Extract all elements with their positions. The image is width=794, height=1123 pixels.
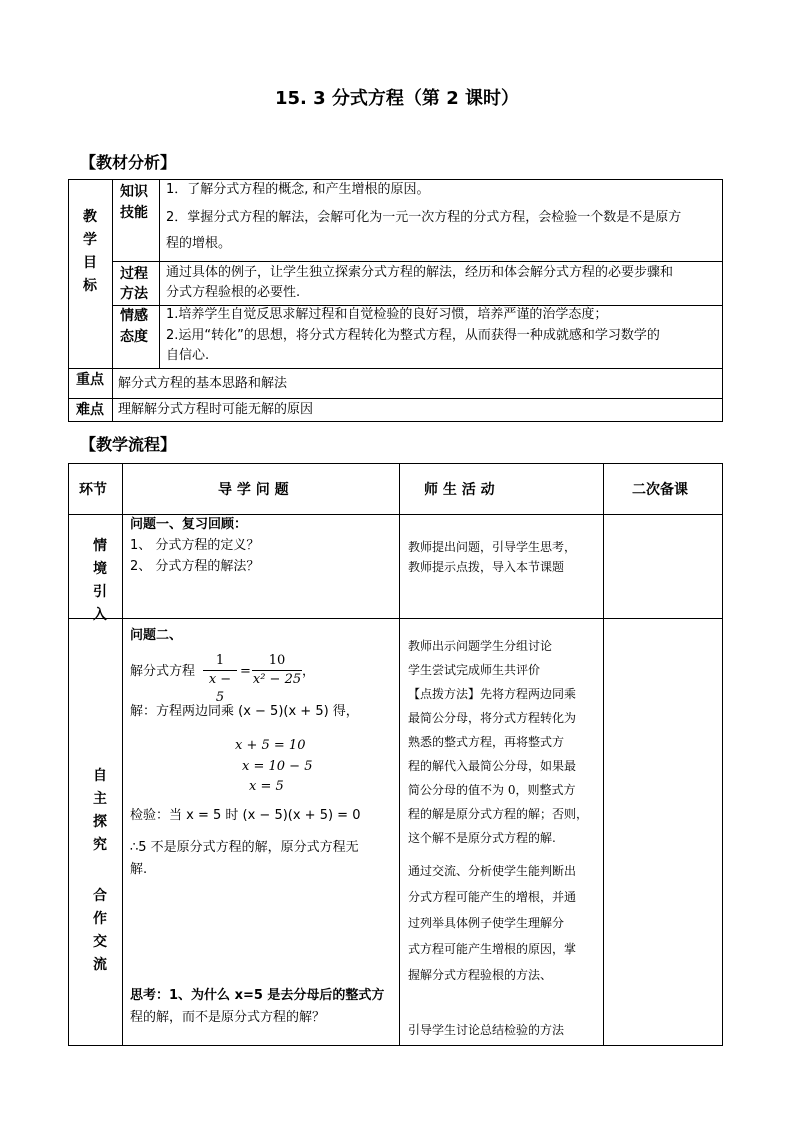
activity-line: 【点拨方法】先将方程两边同乘 [408, 687, 577, 701]
solve-prefix: 解分式方程 [130, 664, 196, 679]
stage-explore [86, 765, 114, 857]
emotion-text-1: 1.培养学生自觉反思求解过程和自觉检验的良好习惯，培养严谨的治学态度； [166, 307, 608, 322]
emotion-text-2: 2.运用“转化”的思想，将分式方程转化为整式方程，从而获得一种成就感和学习数学的 [166, 328, 660, 343]
activity1-line-1: 教师提出问题，引导学生思考， [408, 540, 577, 554]
activity-line: 简公分母的值不为 0，则整式方 [408, 783, 576, 797]
activity-line: 通过交流、分析使学生能判断出 [408, 864, 577, 878]
activity-line: 教师出示问题学生分组讨论 [408, 639, 553, 653]
process-text-1: 通过具体的例子，让学生独立探索分式方程的解法，经历和体会解分式方程的必要步骤和 [166, 265, 674, 280]
goal-label-char: 教 [83, 209, 97, 225]
activity-line: 熟悉的整式方程，再将整式方 [408, 735, 565, 749]
equals-sign: = [240, 664, 251, 679]
fraction-left [203, 652, 237, 707]
fraction-right-numerator: 10 [268, 653, 286, 668]
goal-label-char: 标 [83, 278, 97, 294]
goal-label-char: 学 [83, 232, 97, 248]
goal-label [78, 206, 102, 298]
stage-char: 探 [93, 814, 107, 830]
stage-char: 引 [93, 584, 107, 600]
activity-line: 程的解是原分式方程的解；否则， [408, 807, 589, 821]
key-label: 重点 [76, 372, 104, 388]
fraction-left-numerator: 1 [215, 653, 225, 668]
fraction-right [252, 652, 302, 689]
question1-item-2: 2、 分式方程的解法？ [130, 559, 260, 574]
solve-step1: 解：方程两边同乘 (x − 5)(x + 5) 得， [130, 704, 359, 719]
activity-line: 过列举具体例子使学生理解分 [408, 916, 565, 930]
conclusion-1: ∴5 不是原分式方程的解，原分式方程无 [130, 840, 359, 855]
knowledge-text-1: 1．了解分式方程的概念, 和产生增根的原因。 [166, 182, 430, 197]
key-text: 解分式方程的基本思路和解法 [118, 376, 288, 391]
activity2-block-2 [408, 858, 576, 988]
section-heading-analysis: 【教材分析】 [80, 153, 177, 172]
fraction-right-denominator: x² − 25 [252, 672, 302, 687]
question1-title: 问题一、复习回顾： [130, 517, 248, 532]
header-second-prep: 二次备课 [632, 482, 688, 498]
activity-line: 这个解不是原分式方程的解. [408, 831, 556, 845]
process-label-2: 方法 [120, 286, 148, 302]
activity1-line-2: 教师提示点拨，导入本节课题 [408, 560, 565, 574]
activity2-block-3: 引导学生讨论总结检验的方法 [408, 1023, 565, 1037]
comma: ， [302, 664, 316, 679]
difficulty-text: 理解解分式方程时可能无解的原因 [118, 402, 314, 417]
page-title: 15. 3 分式方程（第 2 课时） [274, 88, 519, 109]
knowledge-text-2: 2．掌握分式方程的解法，会解可化为一元一次方程的分式方程，会检验一个数是不是原方 [166, 210, 682, 225]
equation-1: x + 5 = 10 [235, 738, 306, 753]
emotion-label-1: 情感 [120, 308, 148, 324]
activity-line: 分式方程可能产生的增根，并通 [408, 890, 577, 904]
equation-3: x = 5 [249, 779, 284, 794]
stage-char: 境 [93, 561, 107, 577]
stage-char: 主 [93, 791, 107, 807]
difficulty-label: 难点 [76, 402, 104, 418]
activity-line: 程的解代入最简公分母，如果最 [408, 759, 577, 773]
question2-title: 问题二、 [130, 628, 183, 643]
stage-cooperate [86, 885, 114, 977]
think-1: 思考：1、为什么 x=5 是去分母后的整式方 [130, 988, 385, 1003]
stage-char: 流 [93, 957, 107, 973]
knowledge-text-3: 程的增根。 [166, 236, 232, 251]
goal-label-char: 目 [83, 255, 97, 271]
conclusion-2: 解. [130, 862, 148, 877]
section-heading-flow: 【教学流程】 [80, 435, 177, 454]
question1-item-1: 1、 分式方程的定义？ [130, 538, 260, 553]
stage-char: 情 [93, 538, 107, 554]
stage-intro [86, 535, 114, 627]
think-2: 程的解，而不是原分式方程的解？ [130, 1010, 326, 1025]
knowledge-label-1: 知识 [120, 184, 148, 200]
stage-char: 究 [93, 837, 107, 853]
equation-2: x = 10 − 5 [242, 759, 313, 774]
activity-line: 握解分式方程验根的方法、 [408, 968, 553, 982]
activity-line: 学生尝试完成师生共评价 [408, 663, 541, 677]
stage-char: 自 [93, 768, 107, 784]
emotion-text-3: 自信心. [166, 348, 210, 363]
stage-char: 合 [93, 888, 107, 904]
process-label-1: 过程 [120, 266, 148, 282]
header-activity: 师 生 活 动 [424, 482, 495, 498]
emotion-label-2: 态度 [120, 329, 148, 345]
activity-line: 最简公分母，将分式方程转化为 [408, 711, 577, 725]
header-stage: 环节 [79, 482, 107, 498]
stage-char: 入 [93, 607, 107, 623]
stage-char: 交 [93, 934, 107, 950]
header-question: 导 学 问 题 [218, 482, 289, 498]
knowledge-label-2: 技能 [120, 205, 148, 221]
activity-line: 式方程可能产生增根的原因，掌 [408, 942, 577, 956]
fraction-left-denominator: x − 5 [208, 672, 232, 705]
stage-char: 作 [93, 911, 107, 927]
process-text-2: 分式方程验根的必要性. [166, 285, 301, 300]
activity2-block-1 [408, 634, 588, 850]
check-line: 检验：当 x = 5 时 (x − 5)(x + 5) = 0 [130, 808, 361, 823]
